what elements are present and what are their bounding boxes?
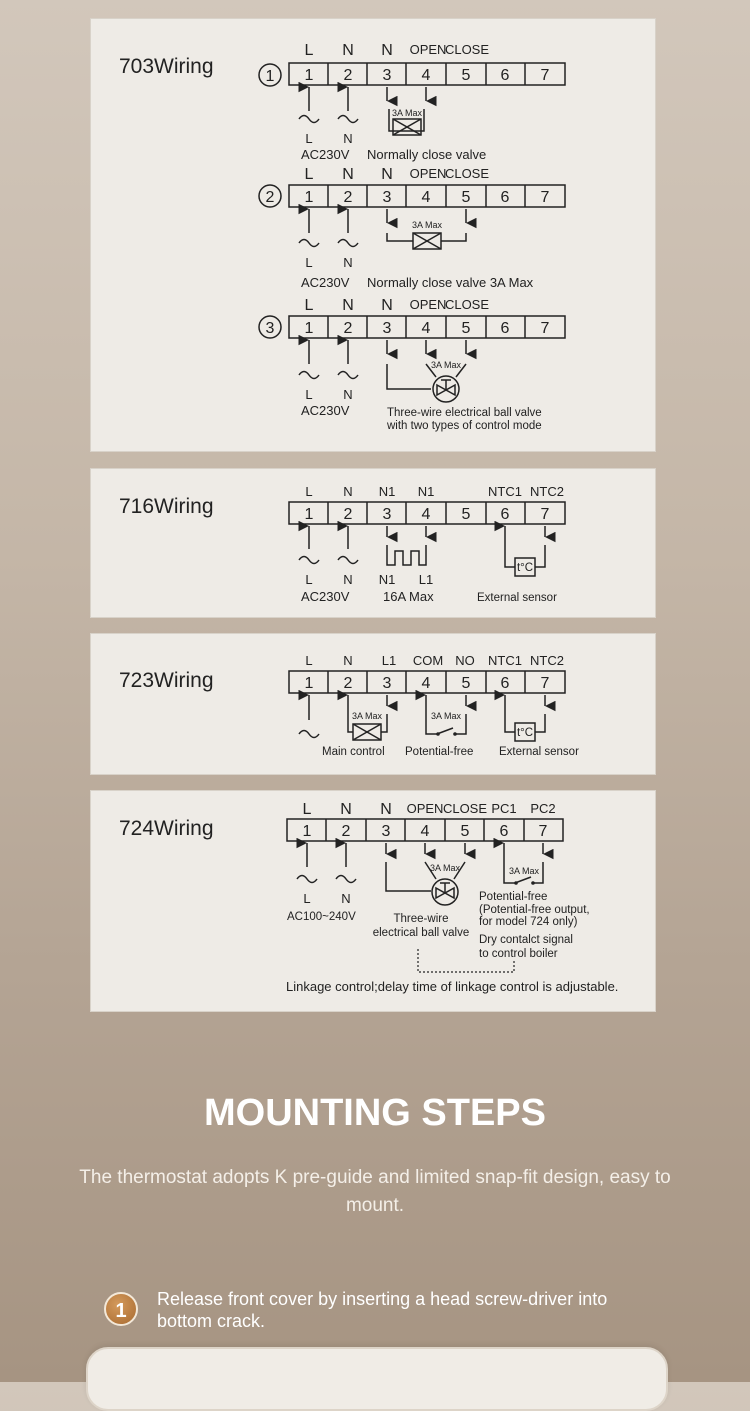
terminal-4: 4: [421, 506, 431, 523]
label-N: N: [343, 484, 353, 499]
caption-external-sensor: External sensor: [499, 746, 579, 758]
row-marker: 1: [265, 68, 275, 85]
label-ntc1: NTC1: [488, 484, 522, 499]
label-ntc2: NTC2: [530, 484, 564, 499]
sensor-label: t°C: [516, 727, 534, 739]
terminal-4: 4: [420, 823, 430, 840]
bottom-label-N: N: [343, 131, 353, 146]
pf-line-4: Dry contalct signal: [479, 934, 573, 946]
terminal-1: 1: [304, 506, 314, 523]
ac-wave-icon: [338, 557, 358, 564]
pf-line-2: (Potential-free output,: [479, 904, 590, 916]
section-heading: MOUNTING STEPS: [203, 1092, 547, 1134]
panel-title: 724Wiring: [119, 817, 214, 840]
wiring-panel-703: [90, 18, 656, 452]
valve-caption-line2: with two types of control mode: [387, 420, 542, 432]
terminal-5: 5: [461, 506, 471, 523]
valve-wire: [387, 233, 466, 241]
sensor-label: t°C: [516, 562, 534, 574]
valve-icon: [413, 233, 441, 249]
terminal-2: 2: [343, 67, 353, 84]
voltage-label: AC230V: [301, 275, 350, 290]
label-N: N: [381, 42, 393, 59]
contact-dot: [436, 732, 440, 736]
terminal-2: 2: [343, 189, 353, 206]
ball-valve-icon: [433, 376, 459, 402]
terminal-1: 1: [302, 823, 312, 840]
bottom-label-L: L: [305, 572, 313, 587]
label-no: NO: [455, 653, 475, 668]
ac-wave-icon: [299, 731, 319, 738]
label-close: CLOSE: [444, 166, 490, 181]
terminal-3: 3: [382, 67, 392, 84]
label-L: L: [304, 297, 314, 314]
linkage-note: Linkage control;delay time of linkage control is adjustable.: [286, 979, 619, 994]
terminal-4: 4: [421, 67, 431, 84]
terminal-7: 7: [540, 189, 550, 206]
step-image-card: [86, 1347, 668, 1411]
relay-rating: 3A Max: [508, 866, 540, 876]
voltage-label: AC230V: [301, 403, 350, 418]
wiring-panel-723: [90, 633, 656, 775]
terminal-1: 1: [304, 320, 314, 337]
terminal-7: 7: [540, 675, 550, 692]
terminal-7: 7: [540, 320, 550, 337]
bottom-label-N: N: [343, 255, 353, 270]
wiring-diagram-723: [91, 634, 655, 774]
terminal-3: 3: [382, 675, 392, 692]
terminal-7: 7: [538, 823, 548, 840]
valve-rating: 3A Max: [429, 863, 461, 873]
terminal-1: 1: [304, 67, 314, 84]
valve-caption-line1: Three-wire electrical ball valve: [387, 407, 542, 419]
label-open: OPEN: [406, 801, 444, 816]
step-number-badge: 1: [104, 1292, 138, 1326]
ac-wave-icon: [299, 372, 319, 379]
valve-icon: [353, 724, 381, 740]
sensor-caption: External sensor: [477, 592, 557, 604]
terminal-2: 2: [343, 506, 353, 523]
heater-rating: 16A Max: [383, 589, 434, 604]
valve-caption-line1: Three-wire: [393, 913, 449, 925]
terminal-5: 5: [460, 823, 470, 840]
terminal-6: 6: [500, 675, 510, 692]
bottom-label-N1: N1: [378, 572, 396, 587]
terminal-7: 7: [540, 67, 550, 84]
bottom-label-N: N: [343, 572, 353, 587]
label-N: N: [343, 653, 353, 668]
panel-title: 716Wiring: [119, 495, 214, 518]
panel-title: 723Wiring: [119, 669, 214, 692]
contact-dot: [453, 732, 457, 736]
label-close: CLOSE: [442, 801, 488, 816]
voltage-label: AC100~240V: [287, 911, 356, 923]
terminal-3: 3: [381, 823, 391, 840]
ac-wave-icon: [338, 240, 358, 247]
bottom-label-L1: L1: [418, 572, 434, 587]
terminal-5: 5: [461, 189, 471, 206]
ac-wave-icon: [299, 240, 319, 247]
section-subtitle: The thermostat adopts K pre-guide and limited snap-fit design, easy to mount.: [79, 1167, 671, 1216]
terminal-6: 6: [499, 823, 509, 840]
label-com: COM: [412, 653, 444, 668]
terminal-3: 3: [382, 320, 392, 337]
valve-rating: 3A Max: [391, 108, 423, 118]
terminal-2: 2: [341, 823, 351, 840]
ball-valve-icon: [432, 879, 458, 905]
ac-wave-icon: [336, 876, 356, 883]
wiring-row-1: [259, 42, 565, 162]
bottom-label-L: L: [305, 255, 313, 270]
terminal-3: 3: [382, 506, 392, 523]
wiring-diagram-703: [91, 19, 655, 451]
step-item: [104, 1288, 664, 1338]
label-ntc2: NTC2: [530, 653, 564, 668]
contact-dot: [514, 881, 518, 885]
caption-potential-free: Potential-free: [405, 746, 474, 758]
terminal-5: 5: [461, 320, 471, 337]
wiring-panel-716: [90, 468, 656, 618]
label-pc1: PC1: [491, 801, 517, 816]
ac-wave-icon: [297, 876, 317, 883]
terminal-5: 5: [461, 67, 471, 84]
label-N: N: [380, 801, 392, 818]
label-L: L: [305, 484, 313, 499]
pf-line-3: for model 724 only): [479, 916, 578, 928]
label-N: N: [340, 801, 352, 818]
label-L: L: [304, 42, 314, 59]
panel-title: 703Wiring: [119, 55, 214, 78]
wiring-diagram-724: [91, 791, 655, 1011]
ac-wave-icon: [338, 116, 358, 123]
valve-caption: Normally close valve 3A Max: [367, 275, 534, 290]
terminal-5: 5: [461, 675, 471, 692]
label-open: OPEN: [409, 166, 447, 181]
bottom-label-L: L: [305, 131, 313, 146]
caption-main-control: Main control: [322, 746, 385, 758]
valve-icon: [393, 119, 421, 135]
valve-caption: Normally close valve: [367, 147, 487, 162]
voltage-label: AC230V: [301, 147, 350, 162]
pf-line-5: to control boiler: [479, 948, 558, 960]
relay-rating: 3A Max: [430, 711, 462, 721]
label-N1: N1: [417, 484, 435, 499]
label-ntc1: NTC1: [488, 653, 522, 668]
voltage-label: AC230V: [301, 589, 350, 604]
bottom-label-L: L: [303, 891, 311, 906]
label-N: N: [381, 297, 393, 314]
label-pc2: PC2: [530, 801, 556, 816]
label-N: N: [342, 166, 354, 183]
valve-wire: [387, 364, 431, 389]
terminal-2: 2: [343, 675, 353, 692]
label-close: CLOSE: [444, 42, 490, 57]
ac-wave-icon: [338, 372, 358, 379]
valve-caption-line2: electrical ball valve: [372, 927, 470, 939]
terminal-1: 1: [304, 189, 314, 206]
wiring-row-2: [259, 166, 565, 290]
terminal-6: 6: [500, 189, 510, 206]
terminal-4: 4: [421, 675, 431, 692]
terminal-1: 1: [304, 675, 314, 692]
label-L: L: [305, 653, 313, 668]
pf-line-1: Potential-free: [479, 891, 548, 903]
terminal-3: 3: [382, 189, 392, 206]
step-text: Release front cover by inserting a head screw-driver into bottom crack.: [157, 1289, 608, 1331]
wiring-row-3: [259, 297, 565, 432]
terminal-4: 4: [421, 320, 431, 337]
wiring-panel-724: [90, 790, 656, 1012]
bottom-label-N: N: [343, 387, 353, 402]
label-close: CLOSE: [444, 297, 490, 312]
valve-wire: [386, 862, 431, 891]
contact-dot: [531, 881, 535, 885]
bottom-label-N: N: [341, 891, 351, 906]
label-N1: N1: [378, 484, 396, 499]
valve-rating: 3A Max: [411, 220, 443, 230]
row-marker: 3: [265, 320, 275, 337]
label-open: OPEN: [409, 42, 447, 57]
label-L1: L1: [381, 653, 397, 668]
terminal-6: 6: [500, 320, 510, 337]
terminal-6: 6: [500, 506, 510, 523]
terminal-7: 7: [540, 506, 550, 523]
label-L: L: [304, 166, 314, 183]
ac-wave-icon: [299, 557, 319, 564]
heater-icon: [387, 545, 426, 565]
valve-rating: 3A Max: [430, 360, 462, 370]
terminal-6: 6: [500, 67, 510, 84]
wiring-diagram-716: [91, 469, 655, 617]
label-open: OPEN: [409, 297, 447, 312]
ac-wave-icon: [299, 116, 319, 123]
label-N: N: [342, 42, 354, 59]
label-N: N: [381, 166, 393, 183]
row-marker: 2: [265, 189, 275, 206]
label-N: N: [342, 297, 354, 314]
bottom-label-L: L: [305, 387, 313, 402]
terminal-4: 4: [421, 189, 431, 206]
valve-rating: 3A Max: [351, 711, 383, 721]
terminal-2: 2: [343, 320, 353, 337]
label-L: L: [302, 801, 312, 818]
